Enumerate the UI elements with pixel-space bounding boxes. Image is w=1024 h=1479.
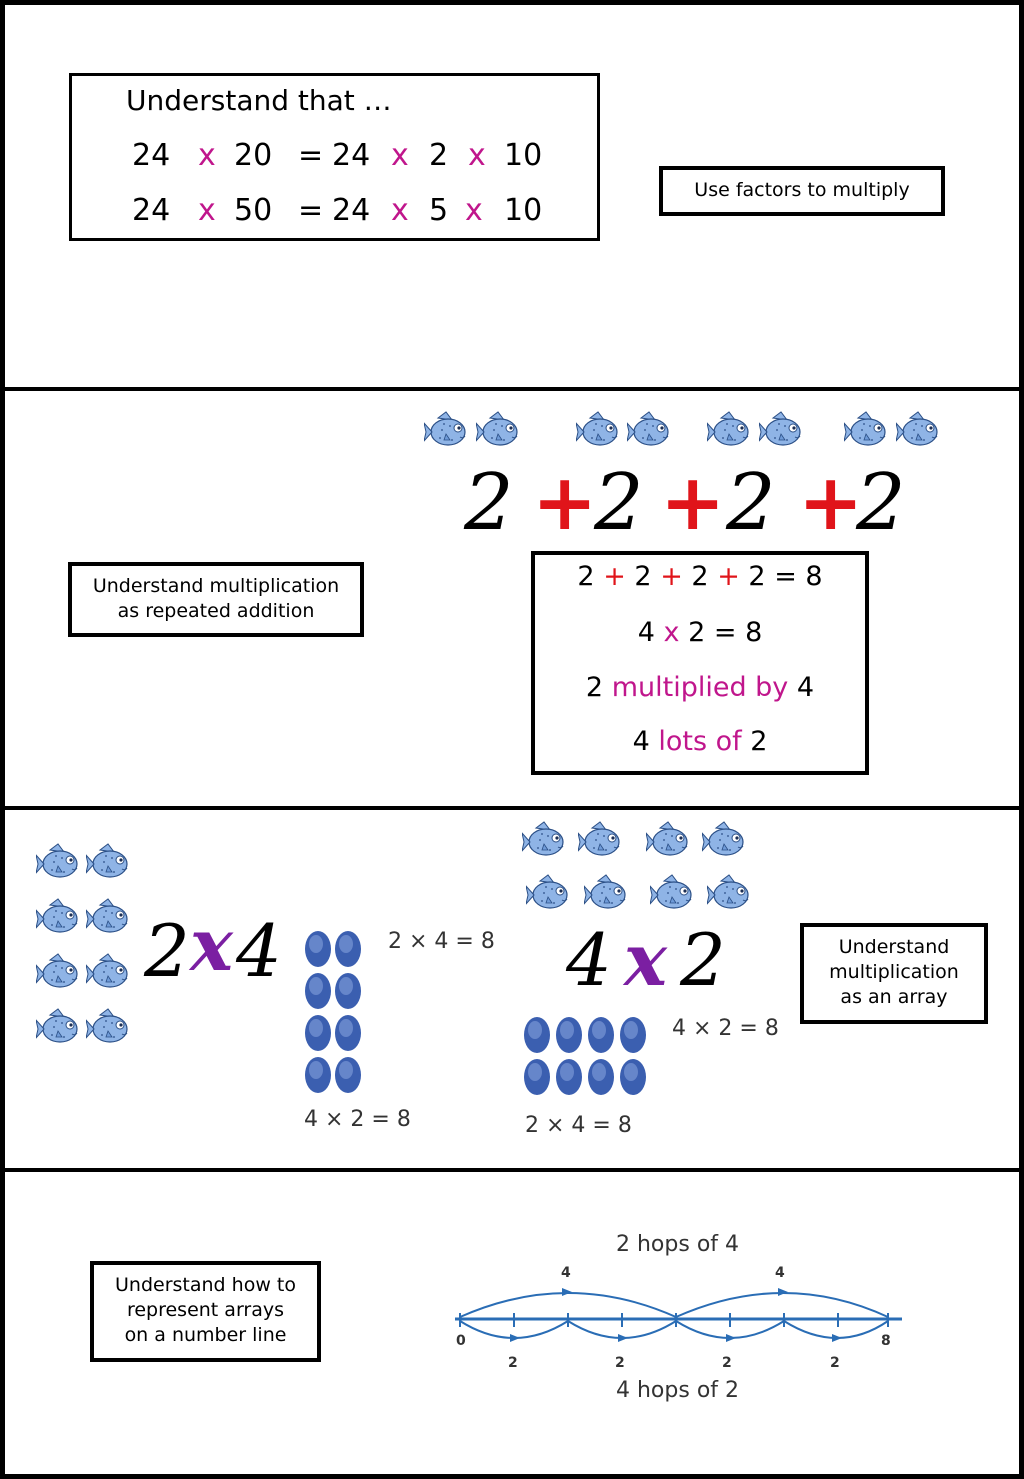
- arrow-head: [618, 1334, 628, 1342]
- factors-example-box: [69, 73, 600, 241]
- bottom-hop-label: 2: [722, 1355, 732, 1371]
- use-factors-text: Use factors to multiply: [694, 179, 910, 201]
- eq-term: 24: [132, 193, 171, 228]
- counter-icon: [555, 1016, 583, 1058]
- arrow-head: [510, 1334, 520, 1342]
- plus-sign: +: [532, 457, 598, 548]
- plus-sign: +: [660, 457, 726, 548]
- axis-start-label: 0: [456, 1333, 466, 1349]
- eq-term: 50: [234, 193, 273, 228]
- fish-icon: [86, 842, 132, 888]
- lots-of-line: 4 lots of 2: [632, 726, 768, 757]
- big-2x4: [140, 902, 290, 996]
- sum-term: 2: [856, 458, 906, 548]
- fish-array-2-by-4: [36, 842, 136, 1057]
- counter-array-2-by-4: [304, 930, 366, 1094]
- fish-icon: [526, 873, 572, 919]
- counter-icon: [334, 1014, 362, 1056]
- big-4x2: [562, 915, 742, 1005]
- axis-end-label: 8: [881, 1333, 891, 1349]
- eq-4x2-side: 4 × 2 = 8: [672, 1016, 779, 1041]
- repeated-addition-box: [531, 551, 869, 775]
- eq-term: 2: [429, 138, 449, 173]
- label-line: represent arrays: [126, 1299, 285, 1321]
- eq-operator: x: [391, 138, 409, 173]
- arrow-head: [726, 1334, 736, 1342]
- eq-operator: =: [298, 138, 324, 173]
- label-line: multiplication: [829, 961, 959, 983]
- eq-operator: x: [465, 193, 483, 228]
- eq-term: 10: [504, 193, 543, 228]
- eq-term: 24: [132, 138, 171, 173]
- fish-icon: [650, 873, 696, 919]
- eq-term: 5: [429, 193, 449, 228]
- sum-term: 2: [464, 458, 514, 548]
- factors-row-2: [72, 193, 597, 233]
- fish-icon: [896, 410, 942, 456]
- multiplication-line: 4 x 2 = 8: [637, 617, 763, 648]
- eq-2x4-top: 2 × 4 = 8: [388, 929, 495, 954]
- eq-term: 20: [234, 138, 273, 173]
- fish-icon: [86, 952, 132, 998]
- eq-operator: x: [198, 193, 216, 228]
- label-line: Understand how to: [115, 1274, 296, 1296]
- counter-icon: [304, 1014, 332, 1056]
- counter-icon: [523, 1016, 551, 1058]
- fish-icon: [36, 897, 82, 943]
- eq-term: 10: [504, 138, 543, 173]
- counter-icon: [619, 1058, 647, 1100]
- plus-sign: +: [798, 457, 864, 548]
- factors-heading: Understand that …: [126, 84, 392, 117]
- big-term: 4: [236, 909, 282, 993]
- repeated-addition-label: [68, 562, 364, 637]
- sum-term: 2: [594, 458, 644, 548]
- eq-operator: x: [391, 193, 409, 228]
- addition-line: 2 + 2 + 2 + 2 = 8: [577, 561, 823, 592]
- label-line: Understand multiplication: [92, 575, 340, 597]
- counter-icon: [304, 930, 332, 972]
- top-hop-label: 4: [561, 1265, 571, 1281]
- bottom-hops-caption: 4 hops of 2: [616, 1378, 740, 1403]
- eq-4x2-bottom: 4 × 2 = 8: [304, 1107, 411, 1132]
- eq-term: 24: [332, 138, 371, 173]
- eq-operator: =: [298, 193, 324, 228]
- counter-icon: [587, 1058, 615, 1100]
- fish-array-4-by-2: [522, 820, 762, 920]
- eq-term: 24: [332, 193, 371, 228]
- fish-icon: [476, 410, 522, 456]
- bottom-hop-label: 2: [615, 1355, 625, 1371]
- top-hop-label: 4: [775, 1265, 785, 1281]
- counter-icon: [334, 972, 362, 1014]
- counter-icon: [304, 1056, 332, 1098]
- counter-icon: [587, 1016, 615, 1058]
- bottom-hop-label: 2: [830, 1355, 840, 1371]
- multiplied-by-line: 2 multiplied by 4: [585, 672, 815, 703]
- fish-icon: [576, 410, 622, 456]
- big-term: 2: [680, 918, 726, 1002]
- number-line-label: [90, 1261, 321, 1362]
- fish-icon: [424, 410, 470, 456]
- counter-array-4-by-2: [523, 1016, 653, 1098]
- fish-icon: [584, 873, 630, 919]
- fish-icon: [646, 820, 692, 866]
- number-line: [450, 1255, 910, 1375]
- fish-icon: [36, 842, 82, 888]
- fish-icon: [86, 897, 132, 943]
- label-line: on a number line: [124, 1324, 287, 1346]
- fish-icon: [702, 820, 748, 866]
- label-line: as an array: [840, 986, 948, 1008]
- fish-icon: [627, 410, 673, 456]
- times-sign: x: [190, 902, 233, 987]
- factors-row-1: [72, 138, 597, 178]
- counter-icon: [304, 972, 332, 1014]
- fish-icon: [707, 410, 753, 456]
- use-factors-label: [659, 166, 945, 216]
- arrow-head: [832, 1334, 842, 1342]
- fish-icon: [36, 952, 82, 998]
- big-term: 2: [144, 909, 190, 993]
- counter-icon: [334, 930, 362, 972]
- fish-icon: [759, 410, 805, 456]
- section-divider: [0, 806, 1024, 810]
- section-divider: [0, 387, 1024, 391]
- arrow-head: [562, 1288, 572, 1296]
- counter-icon: [523, 1058, 551, 1100]
- counter-icon: [619, 1016, 647, 1058]
- fish-group-row: [424, 410, 954, 462]
- fish-icon: [844, 410, 890, 456]
- array-label: [800, 923, 988, 1024]
- label-line: Understand: [838, 936, 950, 958]
- fish-icon: [522, 820, 568, 866]
- bottom-hop-label: 2: [508, 1355, 518, 1371]
- arrow-head: [778, 1288, 788, 1296]
- times-sign: x: [624, 917, 667, 1002]
- big-term: 4: [566, 918, 612, 1002]
- counter-icon: [555, 1058, 583, 1100]
- sum-term: 2: [726, 458, 776, 548]
- eq-operator: x: [468, 138, 486, 173]
- top-hops-caption: 2 hops of 4: [616, 1232, 740, 1257]
- fish-icon: [36, 1007, 82, 1053]
- repeated-addition-sum: [456, 458, 916, 548]
- fish-icon: [86, 1007, 132, 1053]
- counter-icon: [334, 1056, 362, 1098]
- label-line: as repeated addition: [117, 600, 315, 622]
- hop-arc-4: [676, 1293, 888, 1317]
- eq-operator: x: [198, 138, 216, 173]
- section-divider: [0, 1168, 1024, 1172]
- eq-2x4-bottom: 2 × 4 = 8: [525, 1113, 632, 1138]
- fish-icon: [578, 820, 624, 866]
- hop-arc-2: [784, 1321, 888, 1338]
- fish-icon: [707, 873, 753, 919]
